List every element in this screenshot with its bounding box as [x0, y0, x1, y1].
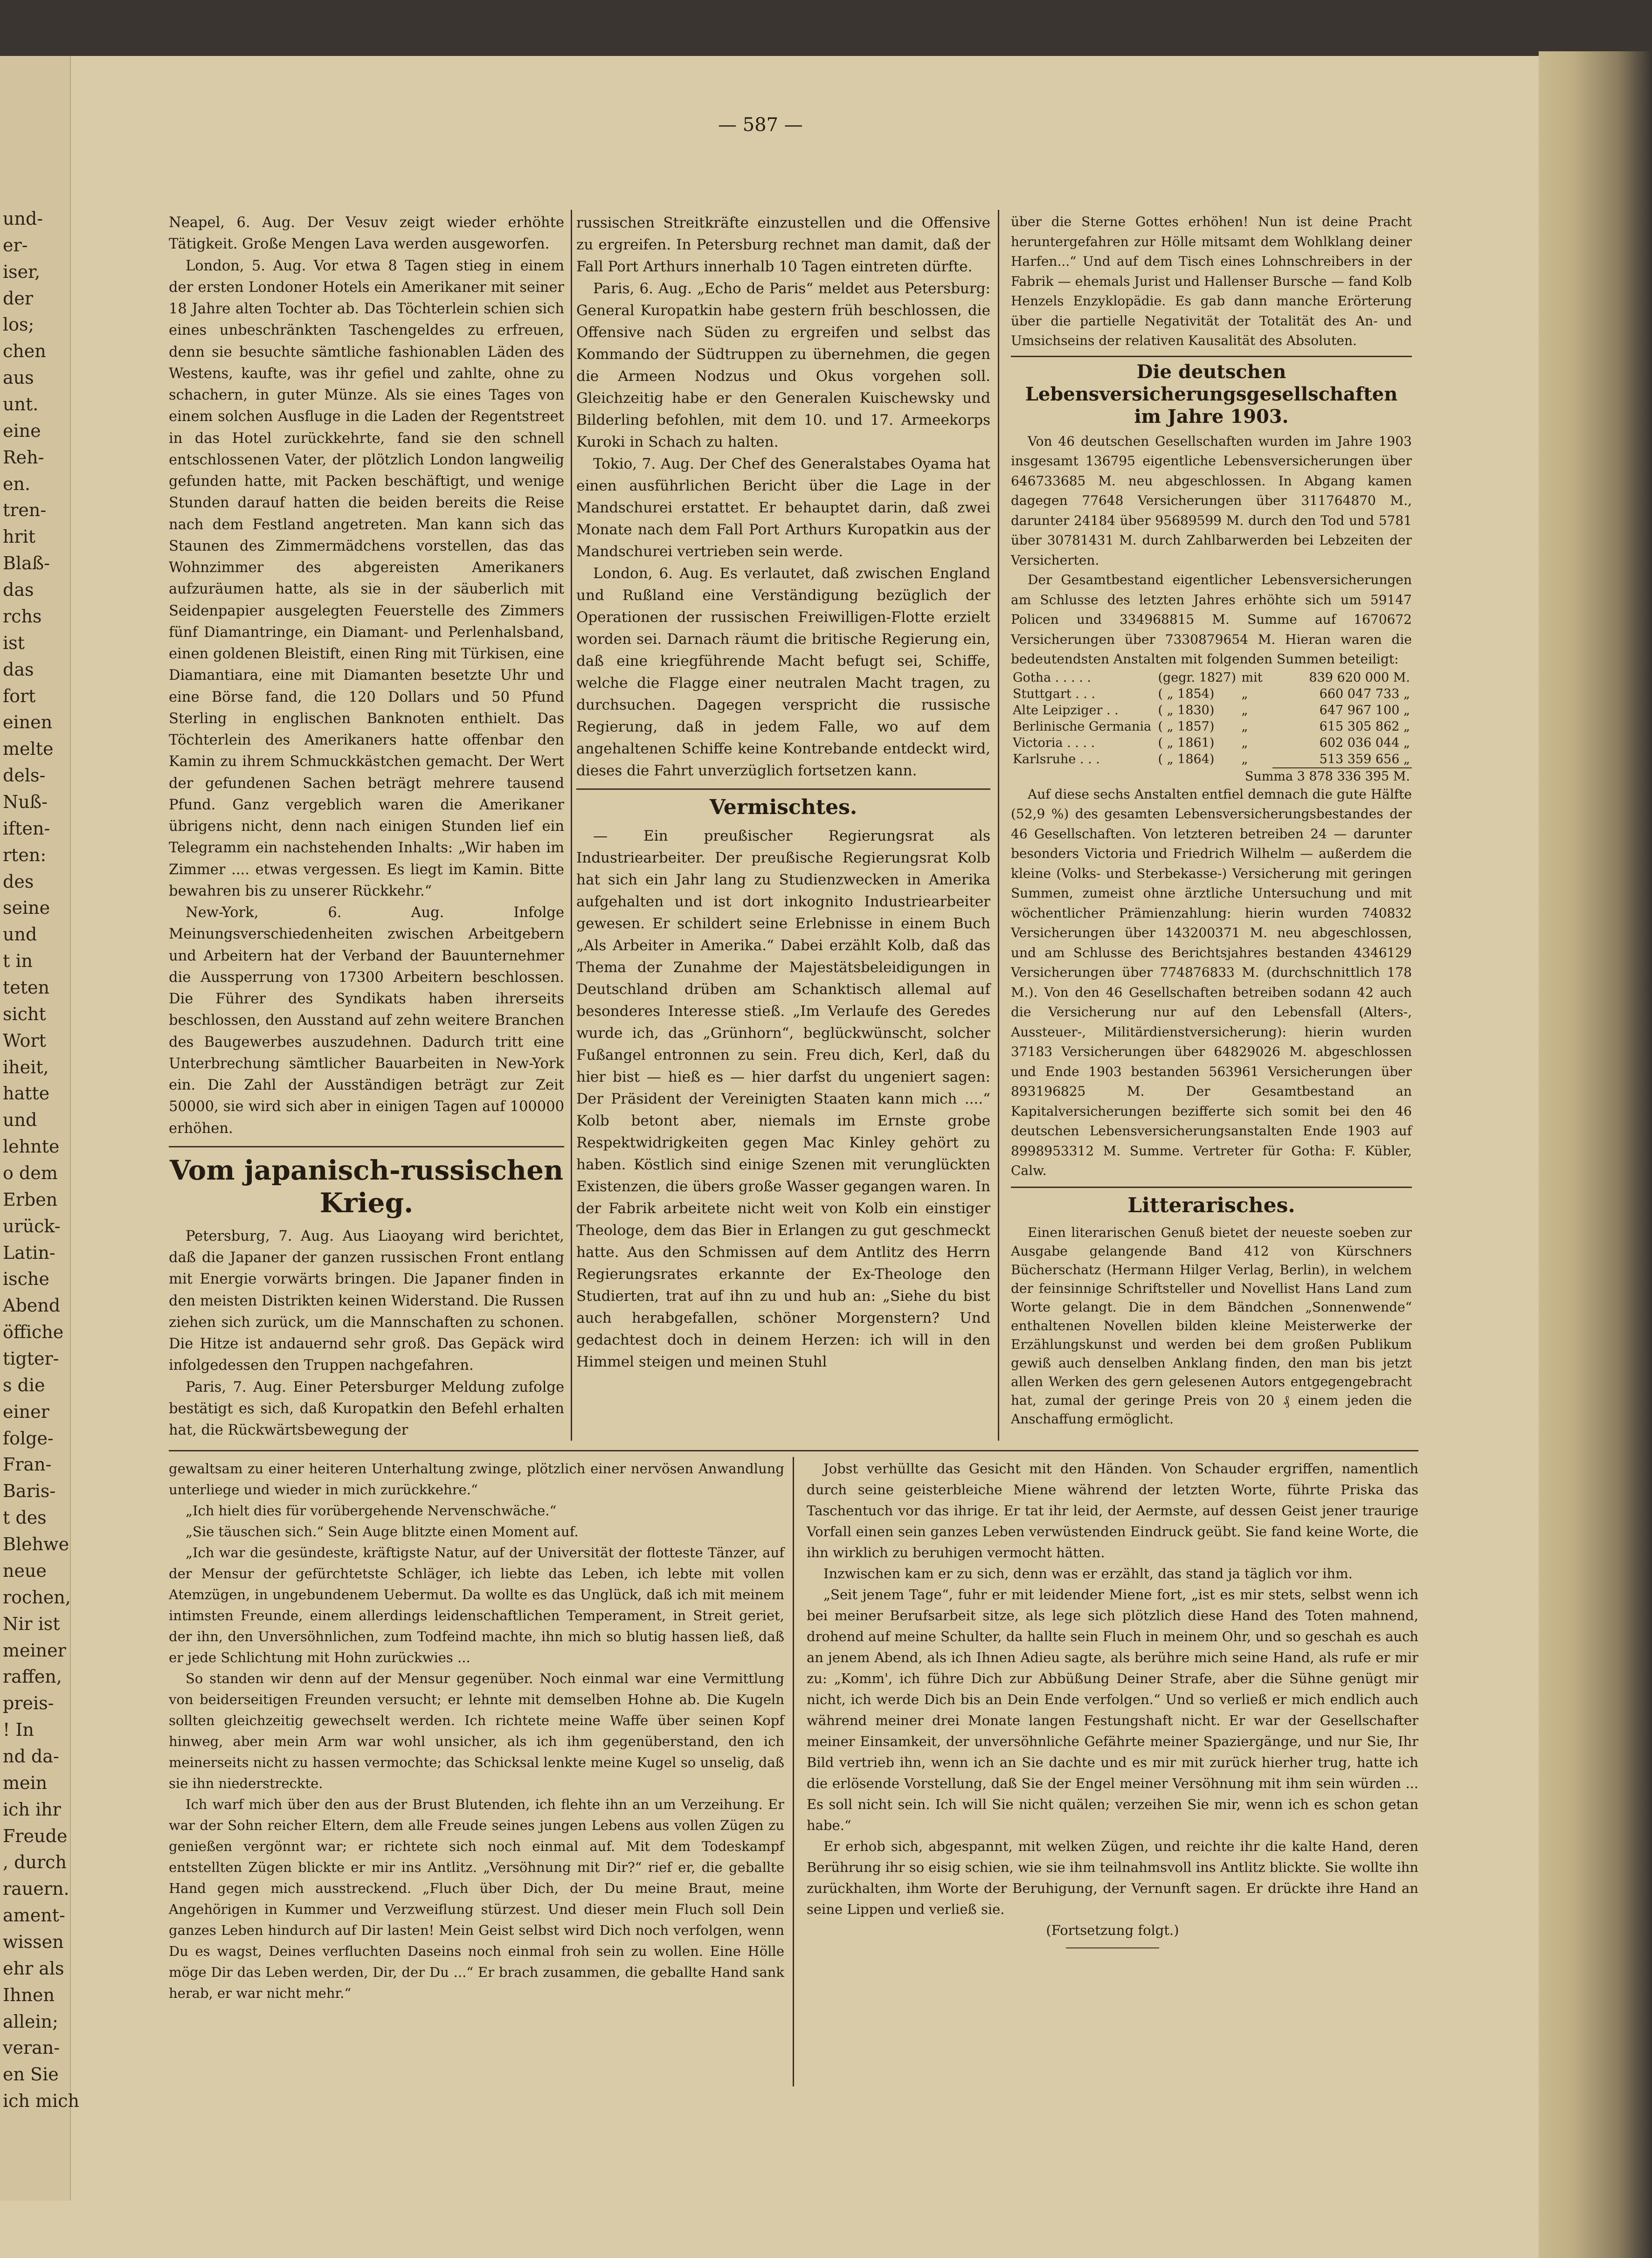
feuilleton-para: Jobst verhüllte das Gesicht mit den Händen. Von Schauder ergriffen, namentlich durch seine geisterbleiche Miene während der letzten Worte, führte Priska das Taschentuch vor das ihrige. Er tat ihr leid, der Aermste, auf dessen Geist jener traurige Vorfall einen sein ganzes Leben verwüstenden Eindruck geübt. Sie fand keine Worte, die ihn wirklich zu beruhigen vermocht hätten.: [807, 1461, 1418, 1561]
previous-page-fragment: neue: [3, 1560, 47, 1581]
previous-page-fragment: ! In: [3, 1719, 34, 1740]
table-row: Alte Leipziger . . ( „ 1830) „ 647 967 100 „: [1013, 703, 1410, 718]
previous-page-fragment: urück-: [3, 1215, 61, 1236]
previous-page-fragment: Abend: [3, 1295, 61, 1316]
column-1: [169, 212, 564, 1441]
previous-page-fragment: mein: [3, 1772, 48, 1793]
previous-page-fragment: rten:: [3, 844, 47, 865]
previous-page-fragment: , durch: [3, 1852, 67, 1873]
previous-page-fragment: des: [3, 871, 34, 892]
news-london-1: London, 5. Aug. Vor etwa 8 Tagen stieg in einem der ersten Londoner Hotels ein Amerikaner mit seiner 18 Jahre alten Tochter ab. Das Töchterlein schien sich eines unbeschränkten Taschengeldes zu erfreuen, denn sie besuchte sämtliche fashionablen Läden des Westens, kaufte, was ihr gefiel und zahlte, ohne zu schachern, in guter Münze. Als sie eines Tages von einem solchen Ausfluge in die Laden der Regentstreet in das Hotel zurückkehrte, fand sie den schnell entschlossenen Vater, der plötzlich London langweilig gefunden hatte, mit Packen beschäftigt, und wenige Stunden darauf hatten die beiden bereits die Reise nach dem Festland angetreten. Man kann sich das Staunen des Zimmermädchens vorstellen, das das Wohnzimmer des abgereisten Amerikaners aufzuräumen hatte, als sie in der säuberlich mit Seidenpapier ausgelegten Feuerstelle des Zimmers fünf Diamantringe, ein Diamant- und Perlenhalsband, einen goldenen Bleistift, einen Ring mit Türkisen, eine Diamantiara, eine mit Diamanten besetzte Uhr und eine Börse fand, die 120 Dollars und 50 Pfund Sterling in englischen Banknoten enthielt. Das Töchterlein des Amerikaners hatte offenbar den Kamin zu ihrem Schmuckkästchen gemacht. Der Wert der gefundenen Sachen beträgt mehrere tausend Pfund. Ganz vergeblich waren die Amerikaner übrigens nicht, denn nach einigen Stunden lief ein Telegramm ein nachstehenden Inhalts: „Wir haben im Zimmer .... etwas vergessen. Es liegt im Kamin. Bitte bewahren bis zu unserer Rückkehr.“: [169, 257, 564, 899]
section-rule: [576, 788, 990, 790]
previous-page-fragment: Erben: [3, 1189, 58, 1210]
table-row: Berlinische Germania ( „ 1857) „ 615 305 862 „: [1013, 719, 1410, 734]
feuilleton-para: So standen wir denn auf der Mensur gegenüber. Noch einmal war eine Vermittlung von beiderseitigen Freunden versucht; er lehnte mit demselben Hohne ab. Die Kugeln sollten gleichzeitig gewechselt werden. Ich richtete meine Waffe über seinen Kopf hinweg, aber mein Arm war wohl unsicher, als ich ihm gegenüberstand, den ich meinerseits nicht zu hassen vermochte; das Schicksal lenkte meine Kugel so unselig, daß sie ihn niederstreckte.: [169, 1671, 784, 1791]
previous-page-fragment: nd da-: [3, 1746, 59, 1767]
previous-page-fragment: Reh-: [3, 447, 44, 468]
column-divider-2: [998, 210, 999, 1441]
previous-page-fragment: Fran-: [3, 1454, 52, 1475]
feuilleton-para: Er erhob sich, abgespannt, mit welken Zügen, und reichte ihr die kalte Hand, deren Berührung ihr so eisig schien, wie sie ihm teilnahmsvoll ins Antlitz blickte. Sie wollte ihn zurückhalten, ihm Worte der Beruhigung, der Vernunft sagen. Er drückte ihre Hand an seine Lippen und verließ sie.: [807, 1838, 1418, 1917]
table-row: Victoria . . . . ( „ 1861) „ 602 036 044 „: [1013, 735, 1410, 750]
previous-page-fragment: Latin-: [3, 1242, 55, 1263]
news-continued: russischen Streitkräfte einzustellen und die Offensive zu ergreifen. In Petersburg rechnet man damit, daß der Fall Port Arthurs innerhalb 10 Tagen eintreten dürfte.: [576, 214, 990, 275]
table-row: Gotha . . . . . (gegr. 1827) mit 839 620 000 M.: [1013, 670, 1410, 685]
feuilleton-right: [807, 1458, 1418, 1948]
news-petersburg: Petersburg, 7. Aug. Aus Liaoyang wird berichtet, daß die Japaner der ganzen russischen Front entlang mit Energie vorwärts bringen. Die Japaner finden in den meisten Distrikten keinen Widerstand. Die Russen ziehen sich zurück, um die Mannschaften zu schonen. Die Hitze ist andauernd sehr groß. Das Gepäck wird infolgedessen den Truppen nachgefahren.: [169, 1228, 564, 1374]
previous-page-fragment: Baris-: [3, 1481, 56, 1502]
previous-page-fragment: ische: [3, 1269, 49, 1290]
previous-page-fragment: rochen,: [3, 1587, 71, 1608]
previous-page-fragment: ich ihr: [3, 1799, 61, 1820]
previous-page-fragment: ist: [3, 632, 25, 653]
end-rule: [1066, 1947, 1159, 1948]
misc-continued: über die Sterne Gottes erhöhen! Nun ist deine Pracht heruntergefahren zur Hölle mitsamt dem Wohlklang deiner Harfen...“ Und auf dem Tisch eines Lohnschreibers in der Fabrik — ehemals Jurist und Hallenser Bursche — fand Kolb Henzels Enzyklopädie. Es gab dann manche Erörterung über die partielle Negativität der Totalität des An- und Umsichseins der relativen Kausalität des Absoluten.: [1011, 214, 1412, 348]
insurance-para-3: Auf diese sechs Anstalten entfiel demnach die gute Hälfte (52,9 %) des gesamten Lebensversicherungsbestandes der 46 Gesellschaften. Von letzteren betreiben 24 — darunter besonders Victoria und Friedrich Wilhelm — außerdem die kleine (Volks- und Sterbekasse-) Versicherung mit geringen Summen, zumeist ohne ärztliche Untersuchung und mit wöchentlicher Prämienzahlung: hierin wurden 740832 Versicherungen über 143200371 M. neu abgeschlossen, und am Schlusse des Berichtsjahres bestanden 4346129 Versicherungen über 774876833 M. (durchschnittlich 178 M.). Von den 46 Gesellschaften betreiben sodann 42 auch die Versicherung nur auf den Lebensfall (Alters-, Aussteuer-, Militärdienstversicherung): hierin wurden 37183 Versicherungen über 64829026 M. abgeschlossen und Ende 1903 bestanden 563961 Versicherungen über 893196825 M. Der Gesamtbestand an Kapitalversicherungen bezifferte sich somit bei den 46 deutschen Lebensversicherungsanstalten Ende 1903 auf 8998953312 M. Summe. Vertreter für Gotha: F. Kübler, Calw.: [1011, 786, 1412, 1178]
feuilleton-rule: [169, 1450, 1418, 1451]
previous-page-fragment: Nir ist: [3, 1613, 60, 1634]
insurance-para-1: Von 46 deutschen Gesellschaften wurden im Jahre 1903 insgesamt 136795 eigentliche Lebensversicherungen über 646733685 M. neu abgeschlossen. In Abgang kamen dagegen 77648 Versicherungen über 311764870 M., darunter 24184 über 95689599 M. durch den Tod und 5781 über 30781431 M. durch Zahlbarwerden bei Lebzeiten der Versicherten.: [1011, 433, 1412, 568]
insurance-heading: Die deutschen Lebensversicherungsgesellschaften im Jahre 1903.: [1025, 360, 1398, 428]
feuilleton-para: Ich warf mich über den aus der Brust Blutenden, ich flehte ihn an um Verzeihung. Er war der Sohn reicher Eltern, dem alle Freude seines jungen Lebens aus vollen Zügen zu genießen vergönnt war; er richtete sich noch einmal auf. Mit dem Todeskampf entstellten Zügen blickte er mir ins Antlitz. „Versöhnung mit Dir?“ rief er, die geballte Hand gegen mich ausstreckend. „Fluch über Dich, der Du meine Braut, meine Angehörigen in Kummer und Verzweiflung stürzest. Und dieser mein Fluch soll Dein ganzes Leben hindurch auf Dir lasten! Mein Geist selbst wird Dich noch verfolgen, wenn Du es wagst, Deines verfluchten Daseins noch einmal froh sein zu wollen. Eine Hölle möge Dir das Leben werden, Dir, der Du ...“ Er brach zusammen, die geballte Hand sank herab, er war nicht mehr.“: [169, 1796, 784, 2001]
lit-article: Einen literarischen Genuß bietet der neueste soeben zur Ausgabe gelangende Band 412 von Kürschners Bücherschatz (Hermann Hilger Verlag, Berlin), in welchem der feinsinnige Schriftsteller und Novellist Hans Land zum Worte gelangt. Die in dem Bändchen „Sonnenwende“ enthaltenen Novellen bilden kleine Meisterwerke der Erzählungskunst und werden bei dem großen Publikum gewiß auch denselben Anklang finden, den man bis jetzt allen Werken des gern gelesenen Autors entgegengebracht hat, zumal der geringe Preis von 20 ₰ einem jeden die Anschaffung ermöglicht.: [1011, 1224, 1412, 1427]
misc-article: — Ein preußischer Regierungsrat als Industriearbeiter. Der preußische Regierungsrat Kolb hat sich ein Jahr lang zu Studienzwecken in Amerika aufgehalten und ist dort inkognito Industriearbeiter gewesen. Er schildert seine Erlebnisse in einem Buch „Als Arbeiter in Amerika.“ Dabei erzählt Kolb, daß das Thema der Zunahme der Majestätsbeleidigungen in Deutschland drüben am Schanktisch allemal auf besonderes Interesse stieß. „Im Verlaufe des Geredes wurde ich, das „Grünhorn“, beglückwünscht, solcher Fußangel entronnen zu sein. Freu dich, Kerl, daß du hier bist — hieß es — hier darfst du ungeniert sagen: Der Präsident der Vereinigten Staaten kann mich ....“ Kolb betont aber, niemals im Ernste grobe Respektwidrigkeiten gegen Mac Kinley gehört zu haben. Köstlich sind einige Szenen mit verunglückten Existenzen, die übers große Wasser gegangen waren. In der Fabrik arbeitete nicht weit von Kolb ein einstiger Theologe, dem das Bier in Erlangen zu gut geschmeckt hatte. Aus den Schmissen auf dem Antlitz des Herrn Regierungsrates erkannte der Ex-Theologe den Studierten, trat auf ihn zu und hub an: „Siehe du bist auch herabgefallen, schöner Morgenstern? Und gedachtest doch in deinem Herzen: ich will in den Himmel steigen und meinen Stuhl: [576, 828, 990, 1370]
table-row: Karlsruhe . . . ( „ 1864) „ 513 359 656 „: [1011, 751, 1412, 768]
previous-page-fragment: ehr als: [3, 1958, 64, 1979]
feuilleton-para: Inzwischen kam er zu sich, denn was er erzählt, das stand ja täglich vor ihm.: [823, 1566, 1353, 1581]
previous-page-fragment: preis-: [3, 1693, 54, 1714]
previous-page-fragment: fort: [3, 685, 36, 706]
page-number: — 587 —: [718, 114, 803, 136]
page-edge: [1539, 51, 1652, 2258]
previous-page-fragment: das: [3, 659, 34, 680]
column-3: [1011, 212, 1412, 1429]
previous-page-fragment: chen: [3, 341, 46, 362]
previous-page-fragment: rchs: [3, 606, 42, 627]
previous-page-fragment: t des: [3, 1507, 47, 1528]
previous-page-fragment: wissen: [3, 1931, 64, 1952]
table-row: Stuttgart . . . ( „ 1854) „ 660 047 733 „: [1013, 686, 1410, 701]
feuilleton-para: gewaltsam zu einer heiteren Unterhaltung zwinge, plötzlich einer nervösen Anwandlung unterliege und wieder in mich zurückkehre.“: [169, 1461, 784, 1498]
previous-page-fragment: en.: [3, 473, 31, 494]
previous-page-fragment: allein;: [3, 2011, 58, 2032]
section-rule: [1011, 356, 1412, 357]
news-neapel: Neapel, 6. Aug. Der Vesuv zeigt wieder erhöhte Tätigkeit. Große Mengen Lava werden ausgeworfen.: [169, 214, 564, 253]
feuilleton-left: [169, 1458, 784, 2004]
previous-page-fragment: dels-: [3, 765, 46, 786]
column-2: [576, 212, 990, 1373]
previous-page-fragment: iften-: [3, 818, 50, 839]
feuilleton-para: „Ich war die gesündeste, kräftigste Natur, auf der Universität der flotteste Tänzer, auf der Mensur der gefürchtetste Schläger, ich liebte das Leben, ich lebte mit vollen Atemzügen, in ungebundenem Uebermut. Da wollte es das Unglück, daß ich mit meinem intimsten Freunde, einem allerdings leidenschaftlichen Temperament, in Streit geriet, der ihn, den Unversöhnlichen, zum Todfeind machte, ihn mich so blutig hassen ließ, daß er jede Schlichtung mit Hohn zurückwies ...: [169, 1545, 784, 1665]
previous-page-fragment: einer: [3, 1401, 49, 1422]
previous-page-fragment: hrit: [3, 526, 36, 547]
section-rule: [169, 1146, 564, 1147]
previous-page-fragment: eine: [3, 420, 41, 441]
insurance-para-2: Der Gesamtbestand eigentlicher Lebensversicherungen am Schlusse des letzten Jahres erhöhte sich um 59147 Policen und 334968815 M. Summe auf 1670672 Versicherungen über 7330879654 M. Hieran waren die bedeutendsten Anstalten mit folgenden Summen beteiligt:: [1011, 572, 1412, 667]
previous-page-fragment: hatte: [3, 1083, 50, 1104]
feuilleton-para: „Sie täuschen sich.“ Sein Auge blitzte einen Moment auf.: [186, 1524, 579, 1540]
previous-page-fragment: melte: [3, 739, 54, 760]
previous-page-fragment: aus: [3, 367, 34, 388]
previous-page-fragment: iser,: [3, 261, 41, 282]
feuilleton-para: „Seit jenem Tage“, fuhr er mit leidender Miene fort, „ist es mir stets, selbst wenn ich bei meiner Berufsarbeit sitze, als lege sich plötzlich diese Hand des Toten mahnend, drohend auf meine Schulter, da hallte sein Fluch in meinem Ohr, und so geschah es auch an jenem Abend, als ich Ihnen Adieu sagte, als berühre mich seine Hand, als rufe er mir zu: „Komm', ich führe Dich zur Abbüßung Deiner Strafe, aber die Sühne genügt mir nicht, ich werde Dich bis an Dein Ende verfolgen.“ Und so verließ er mich endlich auch während meiner drei Monate langen Festungshaft nicht. Er war der Gesellschafter meiner Einsamkeit, der unversöhnliche Gefährte meiner Spaziergänge, und nur Sie, Ihr Bild vertrieb ihn, wenn ich an Sie dachte und es mir mit zurück hierher trug, hatte ich die erlösende Vorstellung, daß Sie der Engel meiner Versöhnung mit ihm sein würden ... Es soll nicht sein. Ich will Sie nicht quälen; verzeihen Sie mir, wenn ich es schon getan habe.“: [807, 1587, 1418, 1833]
previous-page-fragment: der: [3, 288, 33, 309]
previous-page-fragment: das: [3, 580, 34, 601]
previous-page-fragment: Blehwe: [3, 1534, 69, 1555]
misc-heading: Vermischtes.: [709, 795, 857, 819]
previous-page-fragment: Blaß-: [3, 553, 50, 574]
previous-page-fragment: o dem: [3, 1163, 58, 1183]
previous-page-fragment: Wort: [3, 1030, 46, 1051]
previous-page-fragment: los;: [3, 314, 35, 335]
previous-page-fragment: raffen,: [3, 1666, 62, 1687]
war-heading: Vom japanisch-russischen Krieg.: [169, 1154, 564, 1219]
previous-page-fragment: und-: [3, 208, 43, 229]
previous-page-strip: [0, 56, 79, 2201]
previous-page-fragment: einen: [3, 712, 53, 733]
previous-page-fragment: rauern.: [3, 1878, 69, 1899]
column-divider-1: [571, 210, 572, 1441]
previous-page-fragment: seine: [3, 898, 50, 918]
previous-page-fragment: teten: [3, 977, 49, 998]
insurance-table: [1011, 670, 1412, 785]
previous-page-fragment: ament-: [3, 1905, 65, 1926]
previous-page-fragment: er-: [3, 235, 28, 255]
previous-page-fragment: Ihnen: [3, 1984, 55, 2005]
previous-page-fragment: öffiche: [3, 1322, 64, 1343]
previous-page-fragment: tigter-: [3, 1348, 59, 1369]
continuation-note: (Fortsetzung folgt.): [1046, 1922, 1179, 1938]
previous-page-fragment: unt.: [3, 394, 39, 415]
previous-page-fragment: s die: [3, 1374, 45, 1395]
previous-page-fragment: und: [3, 924, 37, 945]
previous-page-fragment: lehnte: [3, 1136, 60, 1157]
previous-page-fragment: tren-: [3, 500, 47, 521]
previous-page-fragment: ich mich: [3, 2091, 79, 2112]
news-paris-1: Paris, 7. Aug. Einer Petersburger Meldung zufolge bestätigt es sich, daß Kuropatkin den Befehl erhalten hat, die Rückwärtsbewegung der: [169, 1379, 564, 1438]
section-rule: [1011, 1187, 1412, 1188]
previous-page-fragment: meiner: [3, 1640, 66, 1661]
previous-page-fragment: veran-: [3, 2037, 60, 2058]
table-total-row: Summa 3 878 336 395 M.: [1244, 769, 1410, 784]
news-paris-2: Paris, 6. Aug. „Echo de Paris“ meldet aus Petersburg: General Kuropatkin habe gestern früh beschlossen, die Offensive nach Süden zu ergreifen und selbst das Kommando der Südtruppen zu übernehmen, die gegen die Armeen Nodzus und Okus vorgehen soll. Gleichzeitig habe er den Generalen Kuischewsky und Bilderling befohlen, mit dem 10. und 17. Armeekorps Kuroki in Schach zu halten.: [576, 280, 990, 450]
news-london-2: London, 6. Aug. Es verlautet, daß zwischen England und Rußland eine Verständigung bezüglich der Operationen der russischen Freiwilligen-Flotte erzielt worden sei. Darnach räumt die britische Regierung ein, daß eine kriegführende Macht befugt sei, Schiffe, welche die Flagge einer neutralen Macht tragen, zu durchsuchen. Dagegen verspricht die russische Regierung, daß in jedem Falle, wo auf dem angehaltenen Schiffe keine Kontrebande entdeckt wird, dieses die Fahrt unverzüglich fortsetzen kann.: [576, 565, 990, 779]
lit-heading: Litterarisches.: [1127, 1193, 1295, 1217]
news-tokio: Tokio, 7. Aug. Der Chef des Generalstabes Oyama hat einen ausführlichen Bericht über die Lage in der Mandschurei erstattet. Er behauptet darin, daß zwei Monate nach dem Fall Port Arthurs Kuropatkin aus der Mandschurei vertrieben sein werde.: [576, 456, 990, 560]
previous-page-fragment: sicht: [3, 1003, 46, 1024]
previous-page-fragment: Nuß-: [3, 791, 48, 812]
previous-page-fragment: iheit,: [3, 1056, 49, 1077]
previous-page-fragment: t in: [3, 951, 33, 972]
previous-page-fragment: en Sie: [3, 2064, 59, 2085]
previous-page-fragment: folge-: [3, 1428, 54, 1449]
news-new-york: New-York, 6. Aug. Infolge Meinungsverschiedenheiten zwischen Arbeitgebern und Arbeitern hat der Verband der Bauunternehmer die Aussperrung von 17300 Arbeitern beschlossen. Die Führer des Syndikats haben ihrerseits beschlossen, den Ausstand auf zehn weitere Branchen des Baugewerbes auszudehnen. Dadurch tritt eine Unterbrechung sämtlicher Bauarbeiten in New-York ein. Die Zahl der Ausständigen beträgt zur Zeit 50000, sie wird sich aber in einigen Tagen auf 100000 erhöhen.: [169, 905, 564, 1137]
feuilleton-divider: [793, 1457, 794, 2086]
previous-page-fragment: und: [3, 1110, 37, 1131]
feuilleton-para: „Ich hielt dies für vorübergehende Nervenschwäche.“: [186, 1503, 557, 1519]
previous-page-fragment: Freude: [3, 1825, 68, 1846]
